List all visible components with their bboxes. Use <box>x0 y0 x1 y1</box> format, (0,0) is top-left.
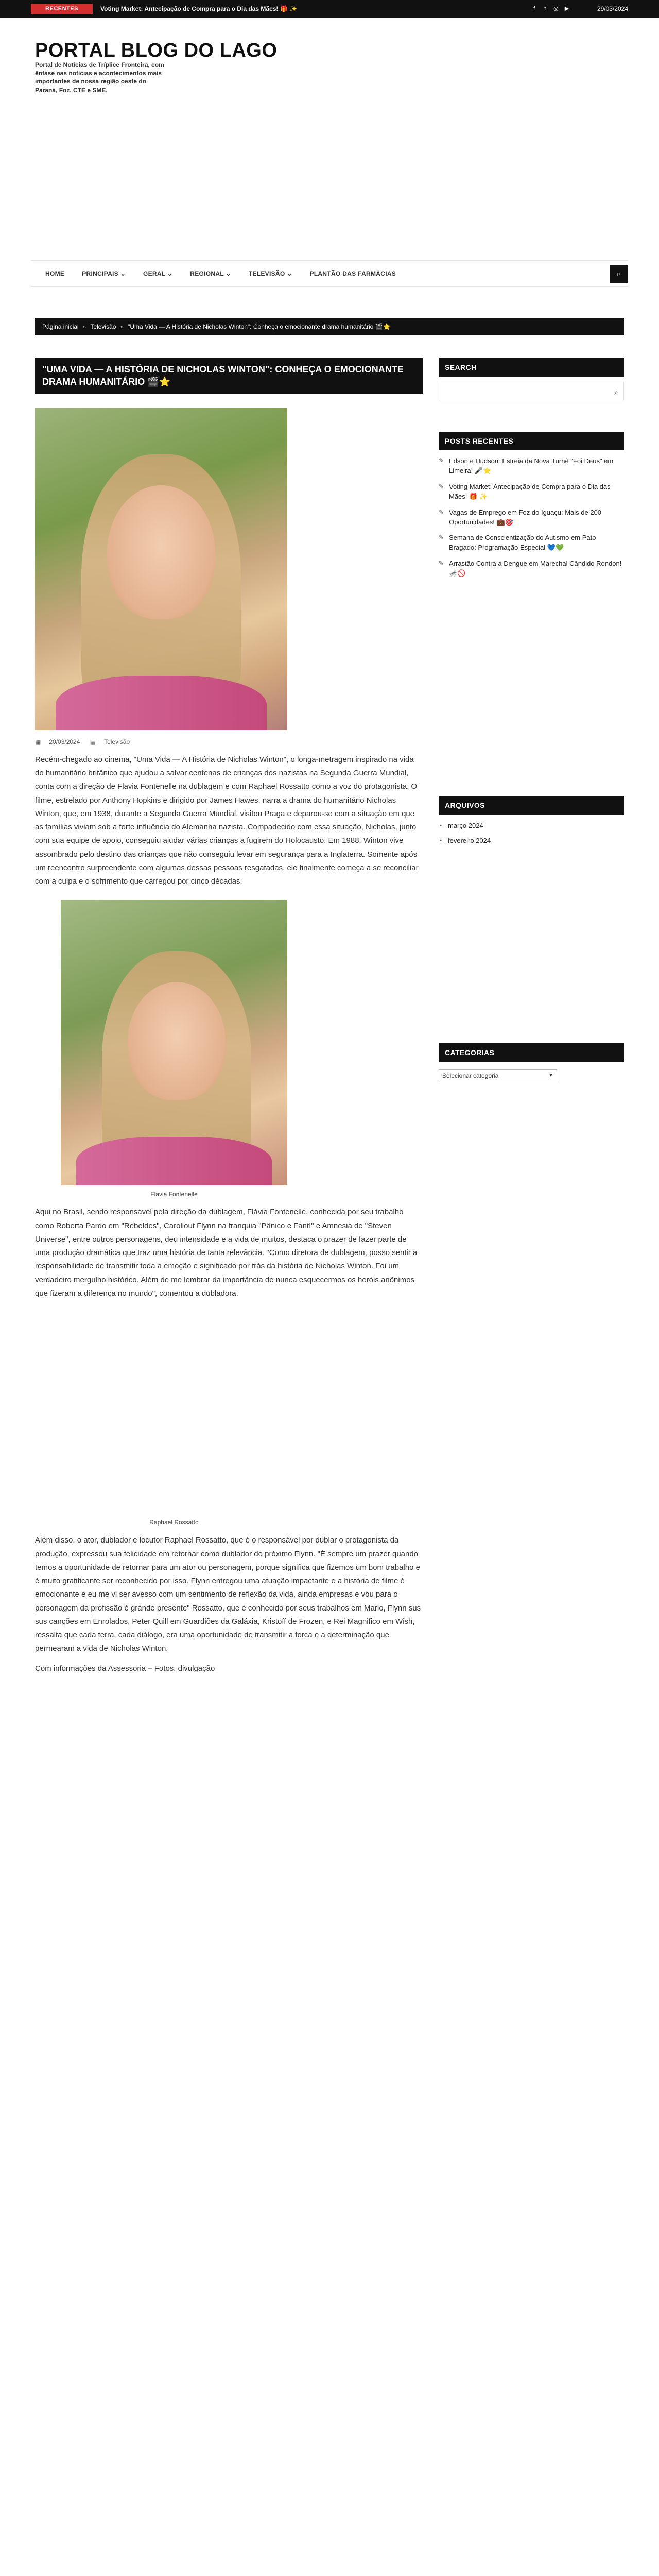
sidebar-search-input[interactable] <box>439 382 624 400</box>
archive-label[interactable]: março 2024 <box>448 822 483 830</box>
image-caption: Raphael Rossatto <box>149 1519 199 1527</box>
featured-image <box>35 408 287 730</box>
folder-icon: ▪ <box>440 822 442 829</box>
photo-face <box>128 982 226 1100</box>
photo-flavia <box>61 900 287 1185</box>
breadcrumb-separator: » <box>82 323 86 330</box>
nav-item-geral[interactable]: GERAL ⌄ <box>143 270 173 278</box>
instagram-icon[interactable]: ◎ <box>553 6 559 12</box>
recent-post-item[interactable] <box>439 456 624 476</box>
sidebar-archive-widget <box>439 796 624 851</box>
recent-post-item[interactable] <box>439 533 624 553</box>
categories-select-value: Selecionar categoria <box>442 1072 499 1080</box>
folder-icon: ▤ <box>90 738 96 745</box>
image-caption: Flavia Fontenelle <box>150 1191 198 1198</box>
pencil-icon: ✎ <box>439 483 444 490</box>
breadcrumb-home[interactable]: Página inicial <box>42 323 79 330</box>
recent-post-item[interactable] <box>439 508 624 528</box>
recent-post-title[interactable]: Vagas de Emprego em Foz do Iguaçu: Mais de 200 Oportunidades! 💼🎯 <box>449 508 602 526</box>
youtube-icon[interactable]: ▶ <box>564 6 569 12</box>
post-category[interactable]: Televisão <box>104 738 130 745</box>
archive-item[interactable] <box>439 836 624 846</box>
post-date[interactable]: 20/03/2024 <box>49 738 80 745</box>
photo-shirt <box>56 676 267 730</box>
widget-title: ARQUIVOS <box>439 796 624 815</box>
recent-post-title[interactable]: Arrastão Contra a Dengue em Marechal Cândido Rondon! 🦟🚫 <box>449 560 622 577</box>
chevron-down-icon: ▼ <box>548 1073 553 1079</box>
pencil-icon: ✎ <box>439 508 444 516</box>
figure-flavia <box>61 900 287 1199</box>
sidebar-recent-widget <box>439 432 624 585</box>
breadcrumb-category[interactable]: Televisão <box>90 323 116 330</box>
nav-item-televisao[interactable]: TELEVISÃO ⌄ <box>248 270 292 278</box>
calendar-icon: ▦ <box>35 738 41 745</box>
pencil-icon: ✎ <box>439 534 444 541</box>
nav-item-home[interactable]: HOME <box>45 270 65 278</box>
nav-item-regional[interactable]: REGIONAL ⌄ <box>190 270 231 278</box>
nav-item-principais[interactable]: PRINCIPAIS ⌄ <box>82 270 126 278</box>
search-icon[interactable]: ⌕ <box>610 265 628 283</box>
sidebar-search-widget <box>439 358 624 400</box>
paragraph: Além disso, o ator, dublador e locutor Raphael Rossatto, que é o responsável por dublar o protagonista da produção, expressou sua felicidade em retornar como dublador do próximo Flynn. "É sempre um prazer quando temos a oportunidade de retornar para um ator ou personagem, porque significa que fizemos um bom trabalho e é muito gratificante ser reconhecido por isso. Flynn entregou uma atuação impactante e a história de filme é emocionante e eu me vi ser avesso com um sentimento de reflexão da vida, ainda empresas e vou para o personagem da profissão é grande presente" Rossatto, que é conhecido por seus trabalhos em Mario, Flynn sus sus canções em Enrolados, Peter Quill em Guardiões da Galáxia, Kristoff de Frozen, e Rei Magnifico em Wish, ressalta que cada terra, cada diálogo, era uma oportunidade de transmitir a forca e a determinação que permearam a vida de Nicholas Winton. <box>35 1536 421 1653</box>
archive-label[interactable]: fevereiro 2024 <box>448 837 491 845</box>
article <box>35 358 423 1675</box>
folder-icon: ▪ <box>440 837 442 844</box>
sidebar-categories-widget <box>439 1043 624 1082</box>
paragraph: Aqui no Brasil, sendo responsável pela direção da dublagem, Flávia Fontenelle, conhecida por seu trabalho como Roberta Pardo em "Rebeldes", Caroliout Flynn na franquia "Pânico e Fantí" e Amnesia de "Steven Universe", entre outros personagens, deu intensidade e a vida de muitos, destaca o prazer de fazer parte de uma produção dramática que traz uma história de tanta relevância. "Como diretora de dublagem, posso sentir a responsabilidade de transmitir toda a emoção e significado por trás da história de Nicholas Winton. Foi um verdadeiro mergulho histórico. Além de me lembrar da importância de nunca esquecermos os heróis anônimos que fizeram a diferença no mundo", comentou a dubladora. <box>35 1208 418 1298</box>
recentes-badge: RECENTES <box>31 4 93 14</box>
recent-post-title[interactable]: Edson e Hudson: Estreia da Nova Turnê "Foi Deus" em Limeira! 🎤⭐ <box>449 457 614 475</box>
site-title[interactable]: PORTAL BLOG DO LAGO <box>35 40 278 61</box>
facebook-icon[interactable]: f <box>533 6 535 12</box>
post-meta <box>35 737 423 747</box>
widget-title: POSTS RECENTES <box>439 432 624 450</box>
photo-raphael <box>61 1314 287 1515</box>
post-title: "UMA VIDA — A HISTÓRIA DE NICHOLAS WINTON": CONHEÇA O EMOCIONANTE DRAMA HUMANITÁRIO 🎬⭐ <box>35 358 423 394</box>
twitter-icon[interactable]: t <box>544 6 546 12</box>
top-date: 29/03/2024 <box>597 5 628 12</box>
widget-title: CATEGORIAS <box>439 1043 624 1062</box>
site-description: Portal de Notícias de Tríplice Fronteira, com ênfase nas notícias e acontecimentos mais importantes de nossa região oeste do Paraná, Foz, CTE e SME. <box>35 61 164 94</box>
nav-item-plantao[interactable]: PLANTÃO DAS FARMÁCIAS <box>309 270 396 278</box>
main-nav <box>31 260 628 287</box>
photo-shirt <box>76 1137 272 1185</box>
search-icon[interactable]: ⌕ <box>614 388 618 397</box>
pencil-icon: ✎ <box>439 457 444 465</box>
archive-item[interactable] <box>439 821 624 832</box>
news-ticker[interactable]: Voting Market: Antecipação de Compra para o Dia das Mães! 🎁 ✨ <box>100 5 297 12</box>
widget-title: SEARCH <box>439 358 624 377</box>
breadcrumb-separator: » <box>120 323 124 330</box>
recent-post-item[interactable] <box>439 559 624 579</box>
pencil-icon: ✎ <box>439 560 444 567</box>
photo-face <box>107 485 215 619</box>
recent-post-title[interactable]: Semana de Conscientização do Autismo em Patο Bragado: Programação Especial 💙💚 <box>449 534 596 552</box>
top-social-icons <box>530 5 571 14</box>
categories-select[interactable] <box>439 1069 557 1082</box>
top-bar <box>0 0 659 18</box>
paragraph: Recém-chegado ao cinema, "Uma Vida — A História de Nicholas Winton", o longa-metragem inspirado na vida do humanitário britânico que ajudou a salvar centenas de crianças dos nazistas na Segunda Guerra Mundial, conta com a direção de Flavia Fontenelle na dublagem e com Raphael Rossatto como a voz do protagonista. O filme, estrelado por Anthony Hopkins e dirigido por James Hawes, narra a drama do humanitário Nicholas Winton, que, em 1938, durante a Segunda Guerra Mundial, visitou Praga e deparou-se com a situação em que as famílias viviam sob a forte influência do Alemanha nazista. Compadecido com essa situação, Nicholas, junto com sua equipe de apoio, conseguiu ajudar várias crianças a fugirem do Holocausto. Em 1988, Winton vive assombrado pelo destino das crianças que não conseguiu levar em segurança para a Inglaterra. Somente após um reencontro surpreendente com algumas dessas pessoas resgatadas, ele finalmente começa a se reconciliar com a culpa e o sofrimento que carregou por cinco décadas. <box>35 755 419 886</box>
paragraph: Com informações da Assessoria – Fotos: divulgação <box>35 1664 215 1673</box>
recent-post-item[interactable] <box>439 482 624 502</box>
breadcrumb <box>35 318 624 335</box>
post-body <box>35 753 423 1675</box>
recent-post-title[interactable]: Voting Market: Antecipação de Compra para o Dia das Mães! 🎁 ✨ <box>449 483 611 500</box>
breadcrumb-current: "Uma Vida — A História de Nicholas Winton": Conheça o emocionante drama humanitário 🎬⭐ <box>128 323 391 330</box>
